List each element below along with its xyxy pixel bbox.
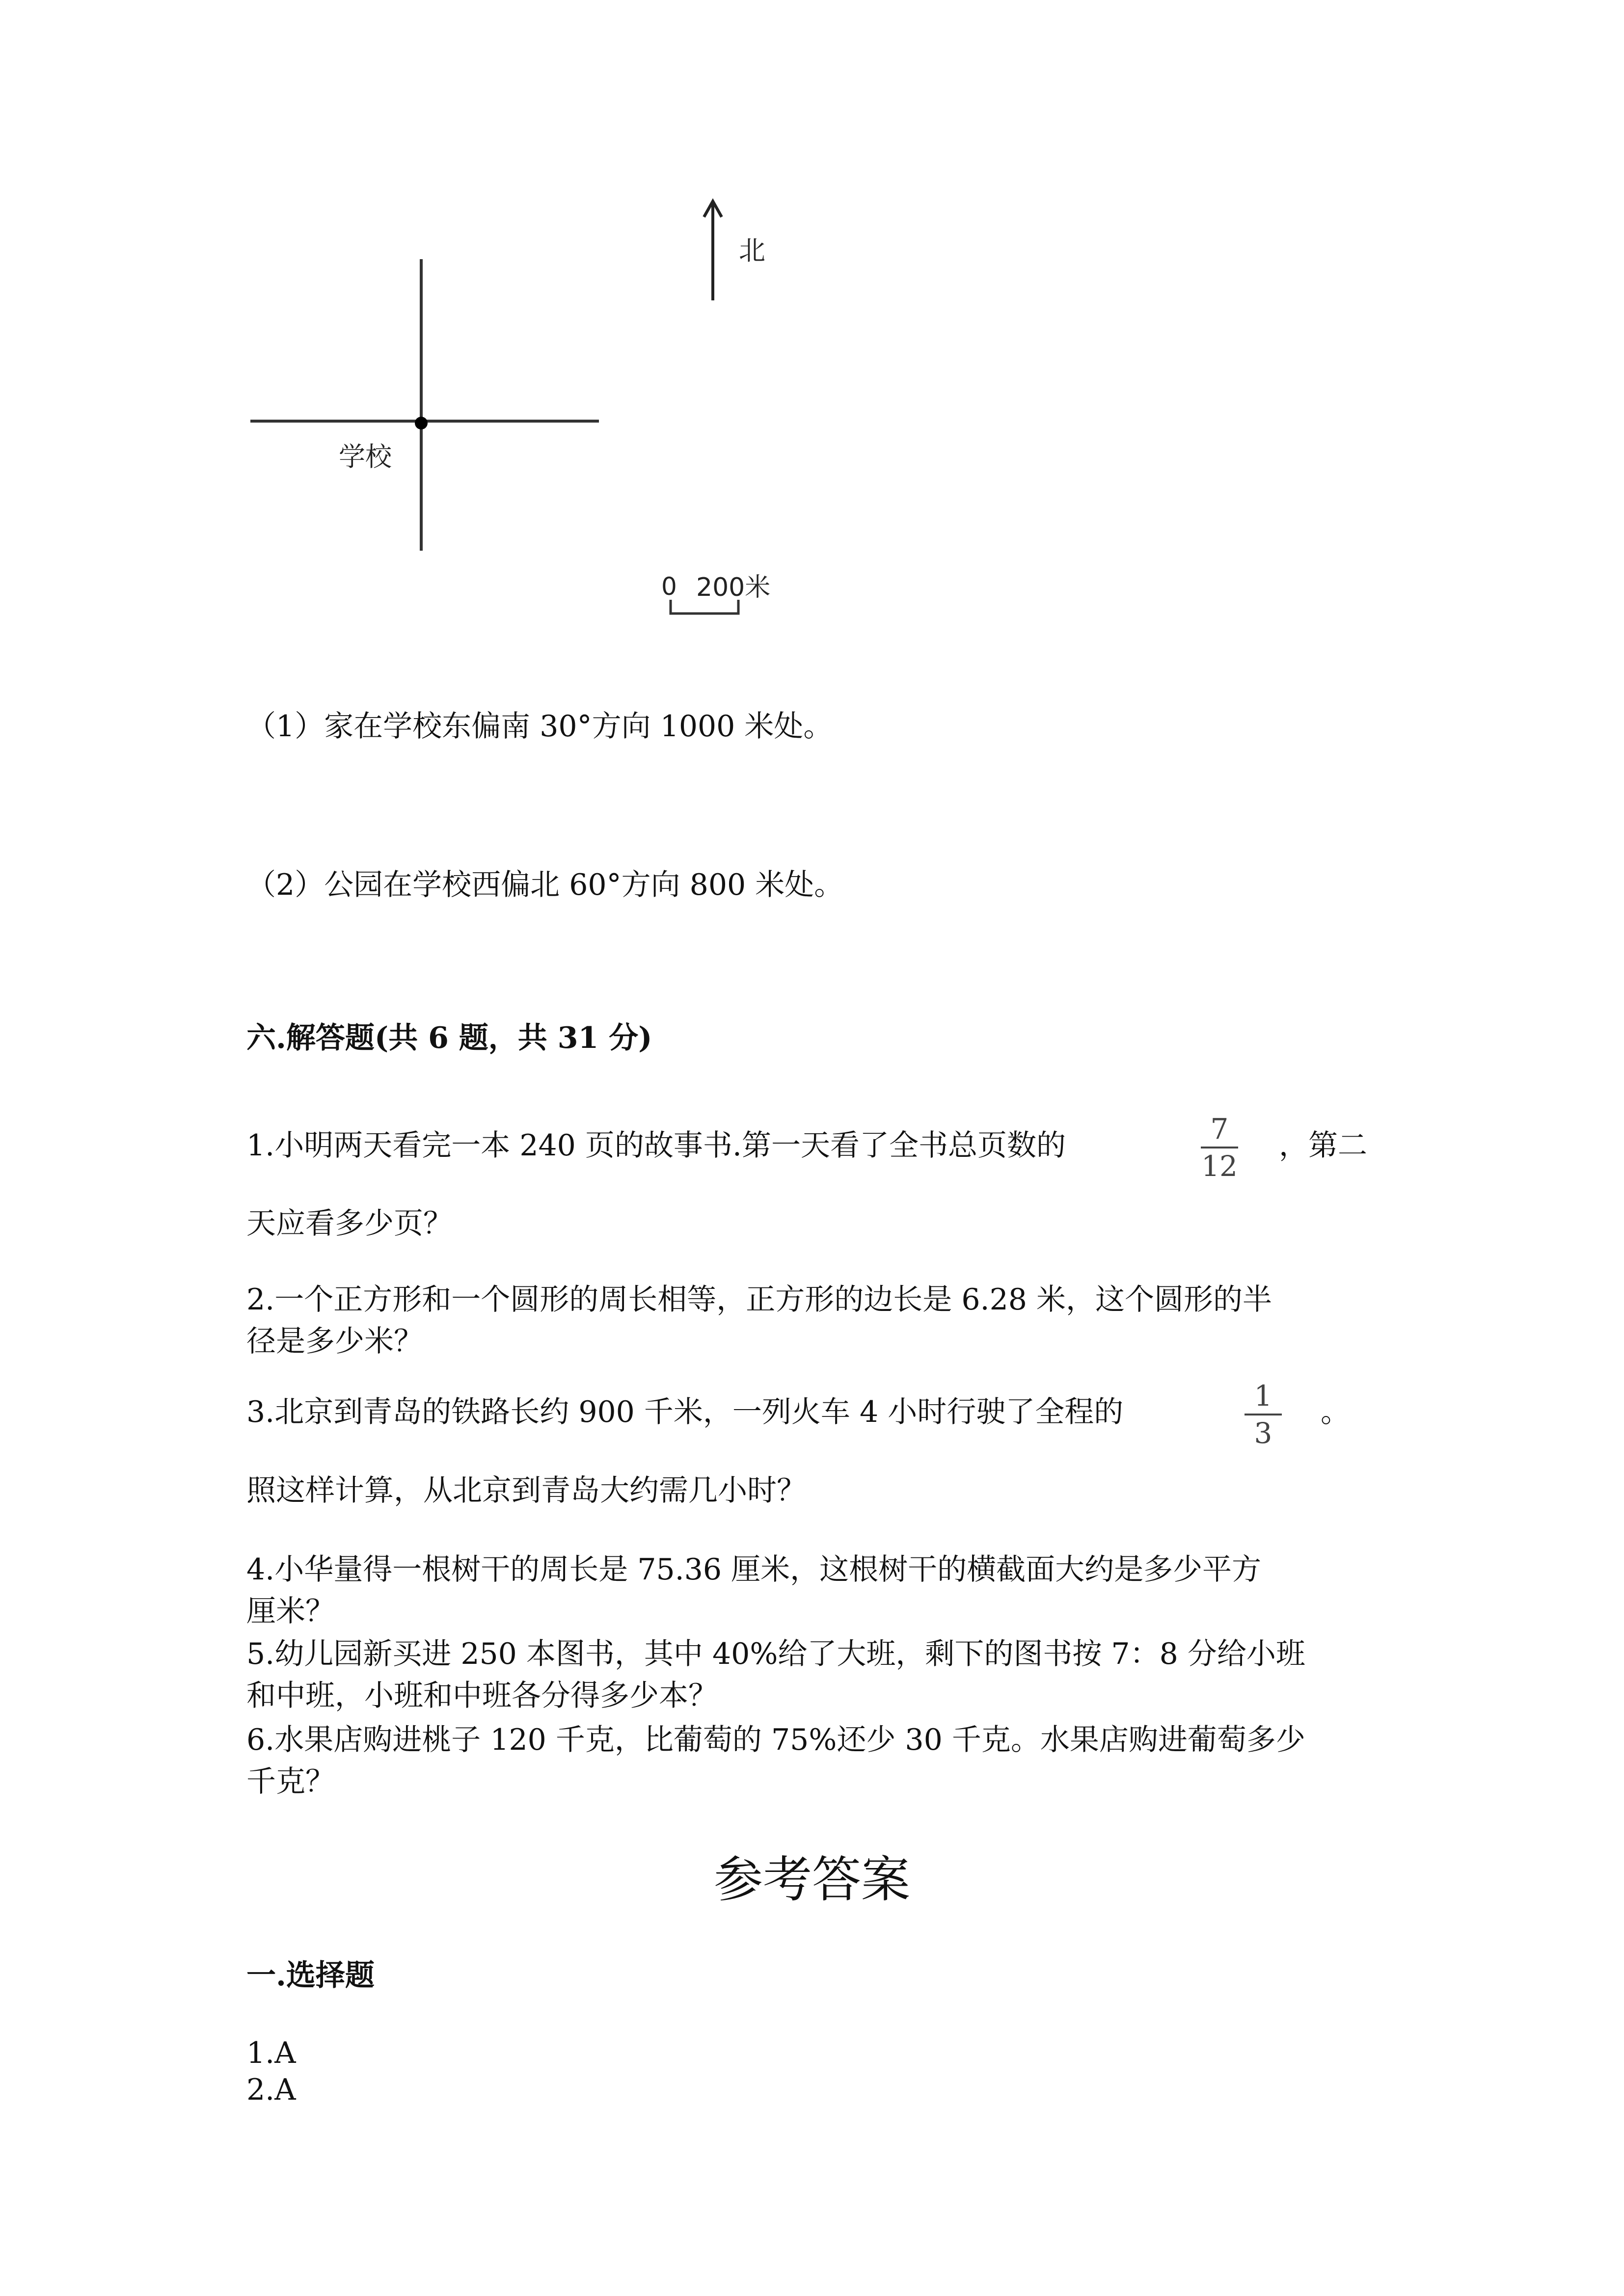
fraction-numerator: 7 [1210, 1112, 1229, 1146]
direction-diagram [0, 0, 1624, 638]
answers-title: 参考答案 [714, 1851, 910, 1908]
question-6-5-line2: 和中班，小班和中班各分得多少本？ [246, 1679, 718, 1713]
question-6-2-line1: 2.一个正方形和一个圆形的周长相等，正方形的边长是 6.28 米，这个圆形的半 [246, 1282, 1272, 1317]
answer-item-1: 1.A [246, 2036, 296, 2070]
scale-zero-label: 0 [661, 572, 677, 601]
fraction-numerator: 1 [1254, 1379, 1272, 1413]
question-6-1-tail: ，第二 [1279, 1128, 1367, 1163]
fraction-7-12 [1190, 1113, 1249, 1182]
question-6-2-line2: 径是多少米？ [246, 1324, 423, 1359]
fraction-bar [1245, 1414, 1282, 1415]
question-6-5-line1: 5.幼儿园新买进 250 本图书，其中 40%给了大班，剩下的图书按 7：8 分给小班 [246, 1637, 1305, 1671]
scale-label: 200米 [696, 573, 771, 602]
fraction-denominator: 3 [1254, 1416, 1272, 1450]
question-5-1: （1）家在学校东偏南 30°方向 1000 米处。 [246, 709, 833, 744]
fraction-denominator: 12 [1201, 1149, 1238, 1183]
question-6-6-line1: 6.水果店购进桃子 120 千克，比葡萄的 75%还少 30 千克。水果店购进葡萄多少 [246, 1723, 1305, 1757]
question-6-3-line2: 照这样计算，从北京到青岛大约需几小时？ [246, 1473, 806, 1508]
question-5-2: （2）公园在学校西偏北 60°方向 800 米处。 [246, 868, 844, 902]
north-label: 北 [739, 235, 765, 266]
question-6-1-line2: 天应看多少页？ [246, 1206, 453, 1241]
question-6-4-line1: 4.小华量得一根树干的周长是 75.36 厘米，这根树干的横截面大约是多少平方 [246, 1552, 1262, 1587]
question-6-3-line1: 3.北京到青岛的铁路长约 900 千米，一列火车 4 小时行驶了全程的 [246, 1395, 1124, 1429]
answer-item-2: 2.A [246, 2073, 296, 2107]
section-6-heading: 六.解答题(共 6 题，共 31 分) [246, 1021, 652, 1055]
question-6-1-line1: 1.小明两天看完一本 240 页的故事书.第一天看了全书总页数的 [246, 1128, 1066, 1163]
school-label: 学校 [339, 441, 392, 472]
fraction-bar [1201, 1147, 1238, 1148]
answers-section-1-heading: 一.选择题 [246, 1958, 375, 1993]
question-6-6-line2: 千克？ [246, 1764, 335, 1799]
school-point [415, 417, 428, 429]
question-6-3-tail: 。 [1321, 1395, 1350, 1429]
fraction-1-3 [1234, 1380, 1293, 1449]
question-6-4-line2: 厘米？ [246, 1594, 335, 1629]
